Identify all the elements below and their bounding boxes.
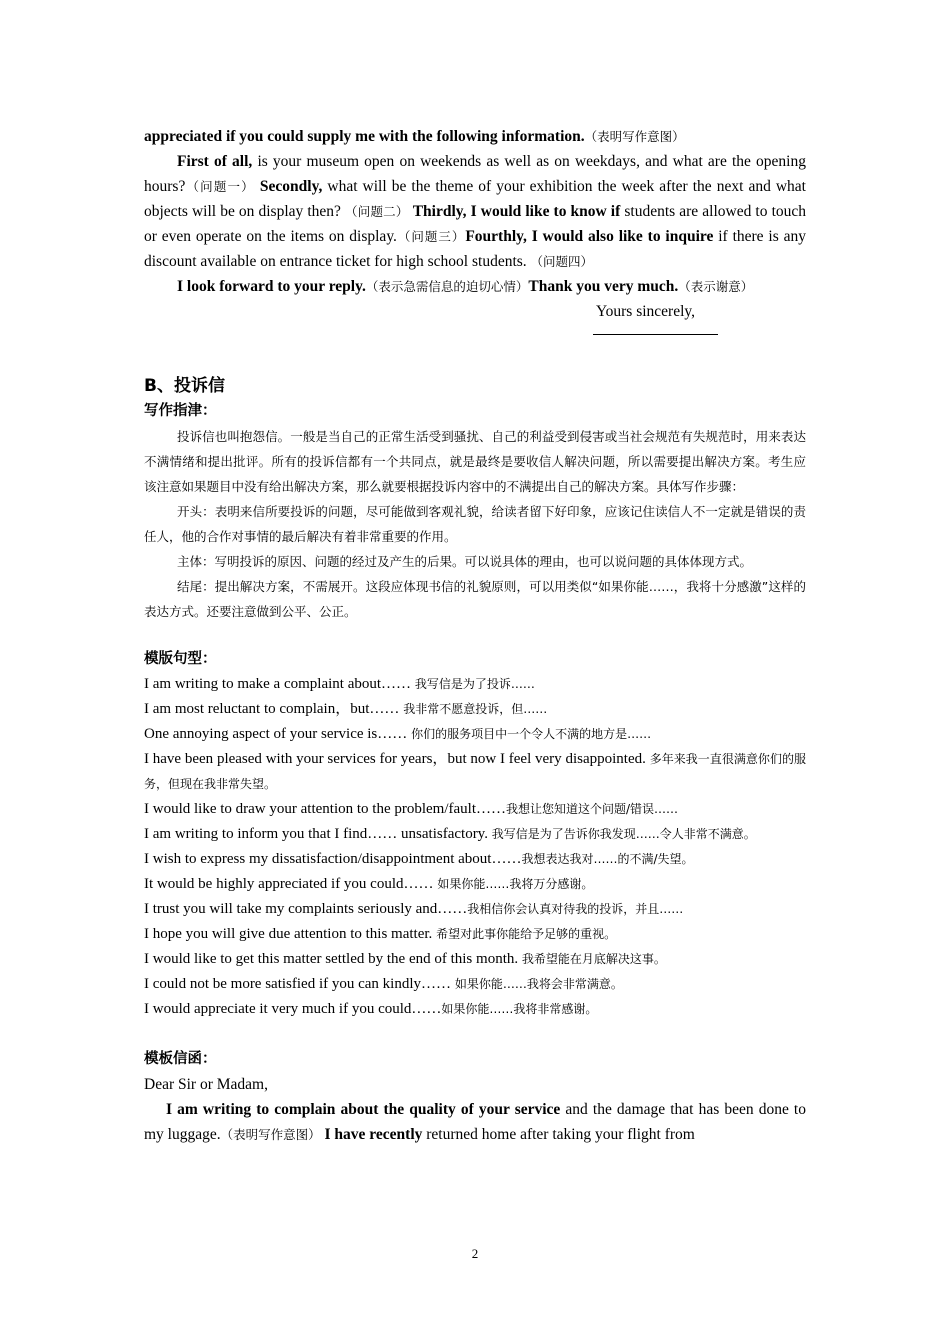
template-sentence: I wish to express my dissatisfaction/disappointment about……我想表达我对……的不满/失望。 — [144, 851, 694, 867]
guide-paragraph: 开头：表明来信所要投诉的问题，尽可能做到客观礼貌，给读者留下好印象，应该记住读信人不一定就是错误的责任人，他的合作对事情的最后解决有着非常重要的作用。 — [144, 504, 806, 544]
letter-heading: 模板信函： — [144, 1051, 217, 1067]
close1-note: （表示急需信息的迫切心情） — [365, 279, 529, 294]
q4-note: （问题四） — [530, 254, 594, 269]
letter-bold-2: I have recently — [324, 1126, 423, 1143]
opening-note: （表明写作意图） — [584, 129, 685, 144]
template-sentence: I hope you will give due attention to this matter. 希望对此事你能给予足够的重视。 — [144, 926, 617, 942]
template-sentence: I am writing to inform you that I find…… unsatisfactory. 我写信是为了告诉你我发现……令人非常不满意。 — [144, 826, 756, 842]
template-heading: 模版句型： — [144, 651, 217, 667]
close1-bold: I look forward to your reply. — [177, 278, 366, 295]
template-sentence: One annoying aspect of your service is…… 你们的服务项目中一个令人不满的地方是…… — [144, 726, 652, 742]
q2-bold: Secondly, — [259, 178, 323, 195]
template-sentence-list — [144, 672, 806, 1022]
questions-paragraph — [144, 149, 806, 274]
q4-text: if there is any discount available on entrance ticket for high school students. — [144, 228, 806, 270]
template-sentence: I would appreciate it very much if you could……如果你能……我将非常感谢。 — [144, 1001, 598, 1017]
q3-text: students are allowed to touch or even operate on the items on display. — [144, 203, 807, 245]
letter-bold-1: I am writing to complain about the quality of your service — [166, 1101, 561, 1118]
template-sentence: I would like to get this matter settled by the end of this month. 我希望能在月底解决这事。 — [144, 951, 666, 967]
q2-note: （问题二） — [345, 204, 409, 219]
q4-bold: Fourthly, I would also like to inquire — [465, 228, 714, 245]
section-title: B、投诉信 — [144, 376, 225, 396]
guide-heading: 写作指津： — [144, 403, 217, 419]
q1-bold: First of all, — [177, 153, 253, 170]
closing-line — [144, 274, 806, 299]
q2-text: what will be the theme of your exhibition the week after the next and what objects will be on display then? — [144, 178, 806, 220]
q1-note: （问题一） — [185, 179, 255, 194]
q1-text: is your museum open on weekends as well as on weekdays, and what are the opening hours? — [144, 153, 806, 195]
document-page — [144, 124, 806, 1147]
guide-paragraph: 主体：写明投诉的原因、问题的经过及产生的后果。可以说具体的理由，也可以说问题的具体体现方式。 — [177, 554, 753, 569]
q3-bold: Thirdly, I would like to know if — [412, 203, 621, 220]
guide-paragraph: 结尾：提出解决方案，不需展开。这段应体现书信的礼貌原则，可以用类似“如果你能……，我将十分感激”这样的表达方式。还要注意做到公平、公正。 — [144, 579, 806, 619]
letter-paragraph — [144, 1097, 806, 1147]
letter-opening-line — [144, 124, 806, 149]
template-sentence: It would be highly appreciated if you could…… 如果你能……我将万分感谢。 — [144, 876, 594, 892]
letter-text-2: returned home after taking your flight from — [422, 1126, 695, 1143]
salutation: Dear Sir or Madam, — [144, 1076, 268, 1093]
letter-text-1: and the damage that has been done to my luggage. — [144, 1101, 806, 1143]
template-sentence: I am most reluctant to complain，but…… 我非常不愿意投诉，但…… — [144, 701, 548, 717]
page-number: 2 — [471, 1246, 479, 1261]
template-sentence: I would like to draw your attention to the problem/fault……我想让您知道这个问题/错误…… — [144, 801, 679, 817]
letter-note: （表明写作意图） — [220, 1127, 321, 1142]
template-sentence: I could not be more satisfied if you can kindly…… 如果你能……我将会非常满意。 — [144, 976, 623, 992]
close2-bold: Thank you very much. — [528, 278, 679, 295]
opening-bold-text: appreciated if you could supply me with the following information. — [144, 128, 585, 145]
template-sentence: I am writing to make a complaint about…… 我写信是为了投诉…… — [144, 676, 535, 692]
sign-off: Yours sincerely, — [596, 303, 696, 320]
template-sentence: I have been pleased with your services for years，but now I feel very disappointed. 多年来我一直很满意你们的服务，但现在我非常失望。 — [144, 751, 806, 791]
close2-note: （表示谢意） — [678, 279, 754, 294]
guide-paragraph: 投诉信也叫抱怨信。一般是当自己的正常生活受到骚扰、自己的利益受到侵害或当社会规范有失规范时，用来表达不满情绪和提出批评。所有的投诉信都有一个共同点，就是最终是要收信人解决问题，所以需要提出解决方案。考生应该注意如果题目中没有给出解决方案，那么就要根据投诉内容中的不满提出自己的解决方案。具体写作步骤： — [144, 429, 806, 494]
template-sentence: I trust you will take my complaints seriously and……我相信你会认真对待我的投诉，并且…… — [144, 901, 684, 917]
q3-note: （问题三） — [396, 229, 466, 244]
